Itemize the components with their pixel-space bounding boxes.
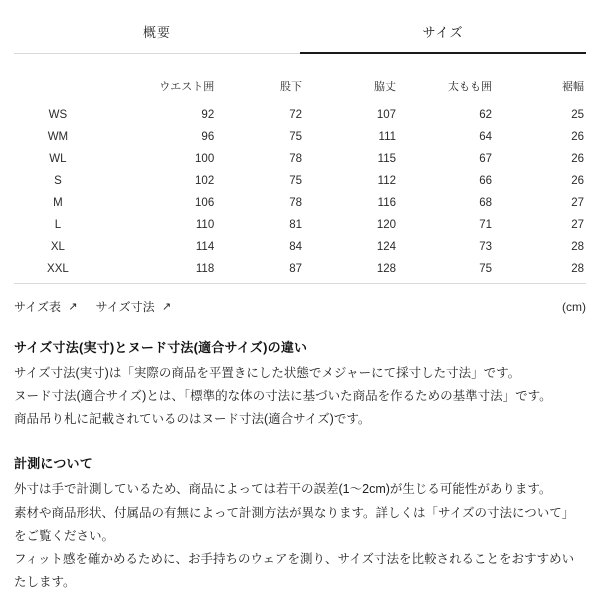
cell-sidelength: 107	[376, 109, 397, 121]
description-section	[0, 337, 600, 594]
cell-thigh: 73	[479, 241, 493, 253]
cell-hem: 27	[571, 197, 584, 209]
table-header-row	[14, 72, 586, 104]
row-label: WL	[49, 153, 67, 165]
table-row	[14, 236, 586, 258]
row-label: L	[54, 219, 62, 231]
cell-sidelength: 112	[377, 175, 397, 187]
size-table-head	[14, 72, 586, 104]
cell-sidelength: 111	[378, 131, 397, 143]
cell-sidelength: 115	[377, 153, 397, 165]
table-row	[14, 214, 586, 236]
cell-waist: 114	[195, 241, 215, 253]
cell-hem: 27	[571, 219, 584, 231]
row-label: S	[54, 175, 62, 187]
section-size-difference	[14, 337, 586, 431]
cell-thigh: 75	[479, 263, 493, 275]
cell-inseam: 75	[289, 175, 303, 187]
cell-waist: 92	[201, 109, 215, 121]
cell-waist: 100	[195, 153, 215, 165]
cell-hem: 26	[571, 175, 584, 187]
cell-waist: 110	[195, 219, 215, 231]
external-link-arrow-icon: ↗	[162, 301, 172, 313]
cell-thigh: 66	[479, 175, 493, 187]
tab-size[interactable]: サイズ	[300, 12, 586, 54]
row-label: WS	[48, 109, 68, 121]
table-row	[14, 126, 586, 148]
table-bottom-divider	[14, 283, 586, 284]
cell-waist: 96	[201, 131, 215, 143]
section-heading: 計測について	[14, 456, 93, 472]
section-measurement	[14, 453, 586, 594]
external-link-arrow-icon: ↗	[68, 301, 78, 313]
row-label: XXL	[47, 263, 69, 275]
section-paragraph: サイズ寸法(実寸)は「実際の商品を平置きにした状態でメジャーにて採寸した寸法」です。	[14, 366, 521, 380]
size-table	[14, 72, 586, 283]
cell-hem: 26	[571, 153, 584, 165]
cell-inseam: 78	[289, 153, 303, 165]
column-header-waist: ウエスト囲	[159, 81, 215, 93]
size-measurement-link-label: サイズ寸法	[95, 300, 155, 314]
tab-bar	[0, 12, 600, 54]
table-row	[14, 148, 586, 170]
cell-inseam: 75	[289, 131, 303, 143]
tab-overview[interactable]: 概要	[14, 12, 300, 54]
table-row	[14, 192, 586, 214]
size-table-wrapper	[0, 72, 600, 283]
cell-thigh: 62	[479, 109, 493, 121]
cell-inseam: 72	[289, 109, 303, 121]
section-paragraph: フィット感を確かめるために、お手持ちのウェアを測り、サイズ寸法を比較されることをおすすめいたします。	[14, 551, 575, 589]
section-heading: サイズ寸法(実寸)とヌード寸法(適合サイズ)の違い	[14, 340, 308, 355]
cell-waist: 106	[195, 197, 215, 209]
column-header-hem: 裾幅	[562, 81, 584, 93]
table-row	[14, 170, 586, 192]
row-label: XL	[50, 241, 65, 253]
cell-sidelength: 120	[376, 219, 397, 231]
cell-waist: 102	[195, 175, 215, 187]
section-paragraph: ヌード寸法(適合サイズ)とは、「標準的な体の寸法に基づいた商品を作るための基準寸法」です。	[14, 389, 552, 404]
cell-hem: 26	[571, 131, 584, 143]
size-table-body	[14, 104, 586, 283]
table-row	[14, 104, 586, 126]
size-chart-link[interactable]	[14, 298, 78, 315]
cell-thigh: 64	[479, 131, 493, 143]
links-row	[0, 298, 600, 315]
section-paragraph: 商品吊り札に記載されているのはヌード寸法(適合サイズ)です。	[14, 412, 371, 427]
cell-inseam: 81	[289, 219, 303, 231]
cell-inseam: 78	[289, 197, 303, 209]
cell-thigh: 71	[479, 219, 493, 231]
column-header-inseam: 股下	[280, 81, 303, 93]
cell-thigh: 68	[479, 197, 493, 209]
column-header-thigh: 太もも囲	[448, 81, 493, 93]
cell-hem: 28	[571, 241, 584, 253]
cell-waist: 118	[195, 263, 215, 275]
section-paragraph: 外寸は手で計測しているため、商品によっては若干の誤差(1〜2cm)が生じる可能性があります。	[14, 482, 552, 497]
table-corner-cell	[14, 72, 102, 104]
cell-sidelength: 124	[376, 241, 397, 253]
cell-inseam: 84	[289, 241, 303, 253]
cell-sidelength: 116	[377, 197, 397, 209]
row-label: WM	[47, 131, 69, 143]
row-label: M	[53, 197, 63, 209]
cell-inseam: 87	[289, 263, 303, 275]
cell-hem: 28	[571, 263, 584, 275]
cell-thigh: 67	[479, 153, 493, 165]
unit-label: (cm)	[562, 299, 586, 314]
size-chart-link-label: サイズ表	[14, 300, 62, 314]
column-header-sidelength: 脇丈	[374, 81, 397, 93]
cell-hem: 25	[571, 109, 584, 121]
table-row	[14, 258, 586, 283]
size-measurement-link[interactable]	[96, 298, 172, 315]
section-paragraph: 素材や商品形状、付属品の有無によって計測方法が異なります。詳しくは「サイズの寸法について」をご覧ください。	[14, 505, 575, 543]
size-info-page	[0, 12, 600, 612]
cell-sidelength: 128	[376, 263, 397, 275]
